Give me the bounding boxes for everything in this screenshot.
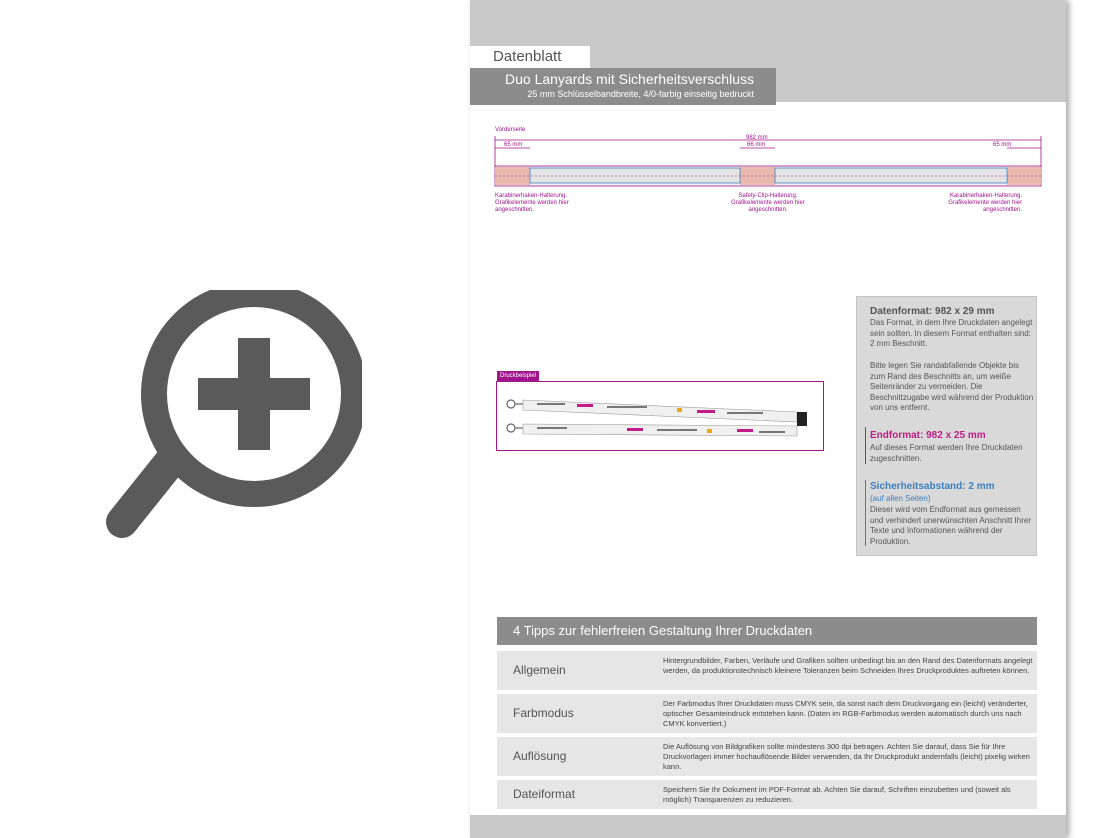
- sicherheit-title: Sicherheitsabstand: 2 mm: [870, 481, 995, 492]
- sicherheit-text: Dieser wird vom Endformat aus gemessen und verhindert unerwünschten Anschnitt Ihrer Texte und Informationen während der Produktion.: [870, 505, 1031, 546]
- tip-row: [497, 651, 1037, 690]
- tip-text: Die Auflösung von Bildgrafiken sollte mindestens 300 dpi betragen. Achten Sie darauf, dass Sie für Ihre Druckvorlagen immer hochauflösende Bilder verwenden, da Ihr Druckprodukt andernfalls (leicht) pixelig wirken kann.: [663, 742, 1030, 771]
- format-info-box: [856, 296, 1037, 556]
- lanyard-diagram: [492, 130, 1044, 190]
- endformat-marker: [865, 427, 866, 464]
- title-band: [470, 68, 776, 105]
- footer-band: [470, 815, 1066, 838]
- lanyard-print-sample: [497, 382, 823, 450]
- print-example-image: [496, 381, 824, 451]
- tip-text: Der Farbmodus Ihrer Druckdaten muss CMYK sein, da sonst nach dem Druckvorgang ein (leicht) veränderter, optischer Gesamteindruck entstehen kann. (Daten im RGB-Farbmodus werden automatisch durch uns nach CMYK konvertiert.): [663, 699, 1028, 728]
- datasheet-label: Datenblatt: [470, 46, 590, 68]
- tip-label: Farbmodus: [513, 706, 574, 720]
- datenformat-text: Das Format, in dem Ihre Druckdaten angelegt sein sollten. In diesem Format enthalten sind: 2 mm Beschnitt.: [870, 318, 1033, 348]
- datenformat-title: Datenformat: 982 x 29 mm: [870, 306, 995, 317]
- datenformat-note: Bitte legen Sie randabfallende Objekte bis zum Rand des Beschnitts an, um weiße Seitenränder zu vermeiden. Die Beschnittzugabe wird während der Produktion von uns entfernt.: [870, 361, 1034, 412]
- note-left: Karabinerhaken-Halterung. Grafikelemente werden hier angeschnitten.: [495, 193, 569, 213]
- dim-total: 982 mm: [746, 135, 768, 141]
- zoom-in-icon[interactable]: [100, 290, 362, 552]
- product-title: Duo Lanyards mit Sicherheitsverschluss: [505, 71, 754, 87]
- dim-right: 65 mm: [993, 142, 1012, 148]
- sicherheit-sub: (auf allen Seiten): [870, 494, 931, 503]
- note-mid: Safety-Clip-Halterung. Grafikelemente werden hier angeschnitten.: [731, 193, 805, 213]
- tip-label: Dateiformat: [513, 787, 576, 801]
- endformat-title: Endformat: 982 x 25 mm: [870, 430, 986, 441]
- note-right: Karabinerhaken-Halterung. Grafikelemente werden hier angeschnitten.: [948, 193, 1022, 213]
- dim-mid: 66 mm: [747, 142, 766, 148]
- tip-row: [497, 780, 1037, 809]
- side-label: Vorderseite: [495, 127, 526, 133]
- dim-left: 65 mm: [504, 142, 523, 148]
- tip-label: Allgemein: [513, 663, 566, 677]
- sicherheit-marker: [865, 480, 866, 546]
- product-subtitle: 25 mm Schlüsselbandbreite, 4/0-farbig einseitig bedruckt: [527, 89, 754, 99]
- tip-label: Auflösung: [513, 749, 567, 763]
- tip-text: Speichern Sie Ihr Dokument im PDF-Format ab. Achten Sie darauf, Schriften einzubetten und (soweit als möglich) Transparenzen zu reduzieren.: [663, 785, 1011, 804]
- print-example-label: Druckbeispiel: [497, 371, 539, 381]
- endformat-text: Auf dieses Format werden Ihre Druckdaten zugeschnitten.: [870, 443, 1023, 463]
- tip-row: [497, 694, 1037, 733]
- tip-text: Hintergrundbilder, Farben, Verläufe und Grafiken sollten unbedingt bis an den Rand des Datenformats angelegt werden, da produktionstechnisch kleinere Toleranzen beim Schneiden Ihres Druckproduktes auftreten können.: [663, 656, 1033, 675]
- tips-header: 4 Tipps zur fehlerfreien Gestaltung Ihrer Druckdaten: [497, 617, 1037, 645]
- tip-row: [497, 737, 1037, 776]
- datasheet-page: [470, 0, 1066, 838]
